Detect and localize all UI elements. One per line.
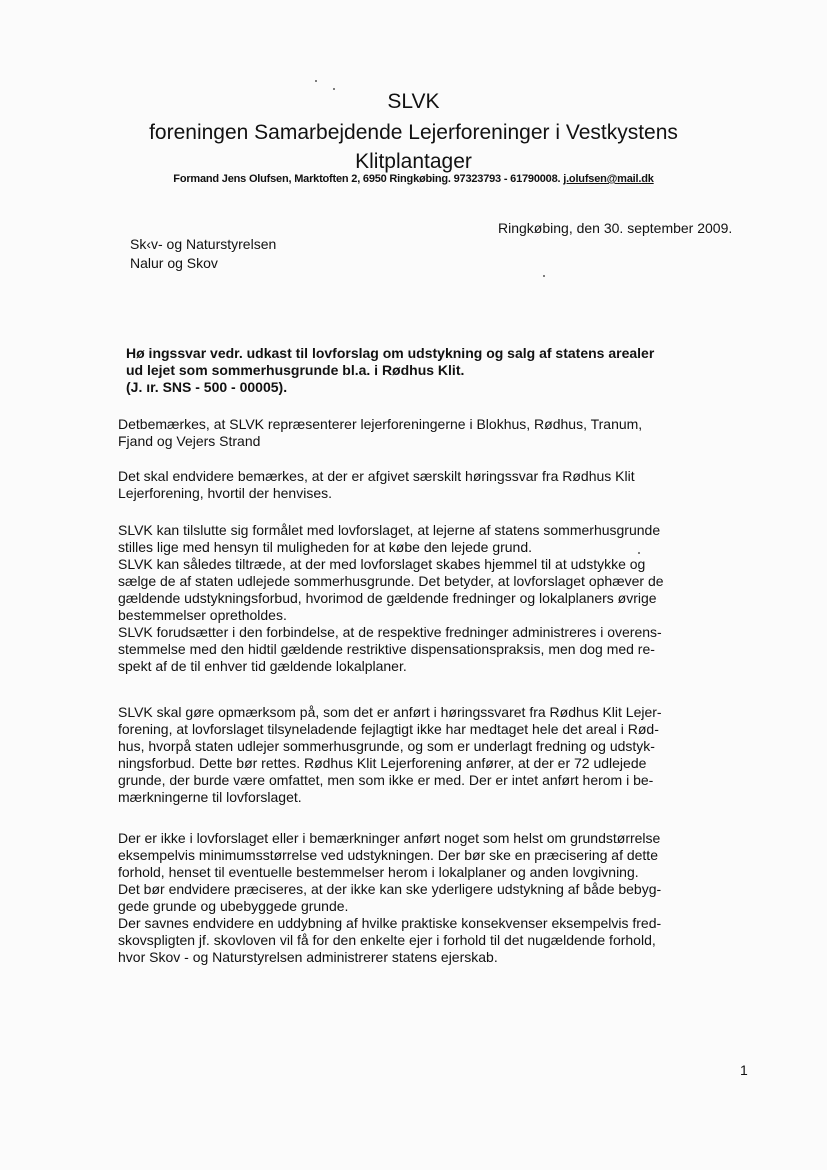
text-line: forening, at lovforslaget tilsyneladende fejlagtigt ikke har medtaget hele det areal i Rød- xyxy=(118,721,659,737)
letter-date: Ringkøbing, den 30. september 2009. xyxy=(498,220,733,236)
text-line: eksempelvis minimumsstørrelse ved udstykningen. Der bør ske en præcisering af dette xyxy=(118,847,658,863)
text-line: hvor Skov - og Naturstyrelsen administrerer statens ejerskab. xyxy=(118,949,498,965)
text-line: Fjand og Vejers Strand xyxy=(118,433,261,449)
org-full-name-line1: foreningen Samarbejdende Lejerforeninger i Vestkystens xyxy=(149,121,678,144)
text-line: skovspligten jf. skovloven vil få for den enkelte ejer i forhold til det nugældende forhold, xyxy=(118,932,656,948)
text-line: Lejerforening, hvortil der henvises. xyxy=(118,485,333,501)
org-full-name xyxy=(0,118,827,176)
org-address-text: Formand Jens Olufsen, Marktoften 2, 6950 Ringkøbing. 97323793 - 61790008. xyxy=(173,173,564,185)
paragraph-separate-response xyxy=(118,468,742,502)
text-line: mærkningerne til lovforslaget. xyxy=(118,789,302,805)
text-line: ningsforbud. Dette bør rettes. Rødhus Klit Lejerforening anfører, at der er 72 udlejede xyxy=(118,755,647,771)
subject-line1: Hø ingssvar vedr. udkast til lovforslag om udstykning og salg af statens arealer xyxy=(126,345,655,361)
scan-speck xyxy=(333,88,335,90)
text-line: hus, hvorpå staten udlejer sommerhusgrunde, og som er underlagt fredning og udstyk- xyxy=(118,738,655,754)
text-line: gældende udstykningsforbud, hvorimod de gældende fredninger og lokalplaners øvrige xyxy=(118,590,657,606)
text-line: Det bør endvidere præciseres, at der ikke kan ske yderligere udstykning af både bebyg- xyxy=(118,881,662,897)
text-line: SLVK forudsætter i den forbindelse, at de respektive fredninger administreres i overens- xyxy=(118,624,662,640)
page-number: 1 xyxy=(740,1062,748,1078)
org-full-name-line2: Klitplantager xyxy=(355,150,472,173)
text-line: stemmelse med den hidtil gældende restriktive dispensationspraksis, men dog med re- xyxy=(118,641,655,657)
text-line: stilles lige med hensyn til muligheden for at købe den lejede grund. xyxy=(118,539,533,555)
text-line: gede grunde og ubebyggede grunde. xyxy=(118,898,349,914)
text-line: Det skal endvidere bemærkes, at der er afgivet særskilt høringssvar fra Rødhus Klit xyxy=(118,468,635,484)
text-line: Der er ikke i lovforslaget eller i bemærkninger anført noget som helst om grundstørrelse xyxy=(118,830,661,846)
text-line: SLVK kan således tiltræde, at der med lovforslaget skabes hjemmel til at udstykke og xyxy=(118,556,646,572)
subject-line2: ud lejet som sommerhusgrunde bl.a. i Rødhus Klit. xyxy=(126,362,465,378)
org-short-name: SLVK xyxy=(387,90,440,113)
paragraph-representation xyxy=(118,416,742,450)
org-address xyxy=(0,173,827,185)
text-line: Detbemærkes, at SLVK repræsenterer lejerforeningerne i Blokhus, Rødhus, Tranum, xyxy=(118,416,643,432)
scan-speck xyxy=(543,275,545,277)
text-line: spekt af de til enhver tid gældende lokalplaner. xyxy=(118,658,407,674)
paragraph-support-purpose xyxy=(118,522,742,675)
scan-speck xyxy=(315,80,317,82)
scan-speck xyxy=(638,552,640,554)
subject-reference: (J. ır. SNS - 500 - 00005). xyxy=(126,379,288,395)
text-line: grunde, der burde være omfattet, men som ikke er med. Der er intet anført herom i be- xyxy=(118,772,654,788)
recipient-line1: Sk‹v- og Naturstyrelsen xyxy=(130,236,277,252)
paragraph-area-omission xyxy=(118,704,742,806)
text-line: forhold, henset til eventuelle bestemmelser herom i lokalplaner og anden lovgivning. xyxy=(118,864,639,880)
letter-subject xyxy=(126,345,746,396)
text-line: Der savnes endvidere en uddybning af hvilke praktiske konsekvenser eksempelvis fred- xyxy=(118,915,662,931)
paragraph-plot-size xyxy=(118,830,742,966)
text-line: sælge de af staten udlejede sommerhusgrunde. Det betyder, at lovforslaget ophæver de xyxy=(118,573,664,589)
text-line: SLVK kan tilslutte sig formålet med lovforslaget, at lejerne af statens sommerhusgrunde xyxy=(118,522,661,538)
org-email: j.olufsen@mail.dk xyxy=(563,173,654,185)
text-line: SLVK skal gøre opmærksom på, som det er anført i høringssvaret fra Rødhus Klit Lejer- xyxy=(118,704,662,720)
text-line: bestemmelser opretholdes. xyxy=(118,607,287,623)
recipient-line2: Nalur og Skov xyxy=(130,255,218,271)
